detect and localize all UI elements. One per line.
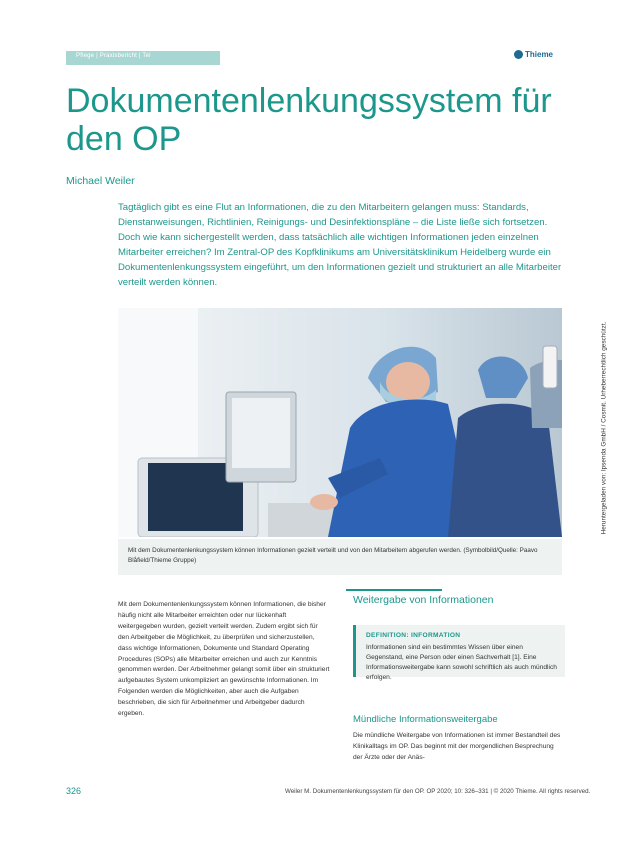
page-number: 326 bbox=[66, 786, 82, 796]
body-text-right: Die mündliche Weitergabe von Informationen ist immer Bestandteil des Klinikalltags im OP. Das beginnt mit der morgendlichen Besprechung der Ärzte oder der Anäs- bbox=[353, 732, 561, 761]
header-category: Pflege | Praxisbericht | Tel bbox=[76, 53, 151, 59]
caption-box bbox=[118, 539, 562, 575]
download-credit bbox=[598, 296, 610, 560]
download-credit-text: Heruntergeladen von: Ipsenda GmbH / Cosmit. Urheberrechtlich geschützt. bbox=[600, 321, 608, 535]
publisher-logo bbox=[514, 50, 553, 59]
body-text-left: Mit dem Dokumentenlenkungssystem können Informationen, die bisher häufig nicht alle Mitarbeiter erreichten oder nur lückenhaft weitergegeben wurden, gezielt verteilt werden. Zudem ergibt sich für den Arbeitgeber die Möglichkeit, zu überprüfen und sicherzustellen, dass wichtige Informationen, Dokumente und Standard Operating Procedures (SOPs) alle Mitarbeiter erreichen und auch zur Kenntnis genommen werden. Der Arbeitnehmer gelangt somit über ein strukturiert aufgebautes System unkompliziert an gewünschte Informationen. Im Folgenden werden die Möglichkeiten, aber auch die Aufgaben beschrieben, die sich für Arbeitnehmer und Arbeitgeber dadurch ergeben. bbox=[118, 601, 330, 718]
subheading: Mündliche Informationsweitergabe bbox=[353, 714, 498, 725]
definition-label: DEFINITION: INFORMATION bbox=[366, 632, 461, 639]
article-lead: Tagtäglich gibt es eine Flut an Informationen, die zu den Mitarbeitern gelangen muss: Standards, Dienstanweisungen, Richtlinien, Reinigungs- und Desinfektionspläne – die Liste ließe sich fortsetzen. Doch wie kann sichergestellt werden, dass tatsächlich alle wichtigen Informationen jeden einzelnen Mitarbeiter erreichen? Im Zentral-OP des Kopfklinikums am Universitätsklinikum Heidelberg wurde ein Dokumentenlenkungssystem eingeführt, um den Informationen gezielt und strukturiert an alle Mitarbeiter verteilt werden können. bbox=[118, 202, 562, 288]
article-title: Dokumentenlenkungssystem für den OP bbox=[66, 82, 552, 158]
section-heading: Weitergabe von Informationen bbox=[353, 594, 494, 606]
article-author: Michael Weiler bbox=[66, 175, 135, 187]
section-divider bbox=[346, 589, 442, 591]
thieme-logo-icon bbox=[514, 50, 523, 59]
definition-text: Informationen sind ein bestimmtes Wissen über einen Gegenstand, eine Person oder einen Sachverhalt [1]. Eine Informationsweitergabe kann sowohl schriftlich als auch mündlich erfolgen. bbox=[366, 644, 557, 681]
header-category-bar bbox=[66, 51, 220, 65]
photo-caption: Mit dem Dokumentenlenkungssystem können Informationen gezielt verteilt und von den Mitarbeitern abgerufen werden. (Symbolbild/Quelle: Paavo Blåfield/Thieme Gruppe) bbox=[128, 547, 538, 564]
definition-box bbox=[353, 625, 565, 681]
footer-citation: Weiler M. Dokumentenlenkungssystem für den OP. OP 2020; 10: 326–331 | © 2020 Thieme. All rights reserved. bbox=[285, 788, 591, 795]
logo-text: Thieme bbox=[525, 50, 554, 59]
operating-room-photo bbox=[118, 308, 562, 537]
